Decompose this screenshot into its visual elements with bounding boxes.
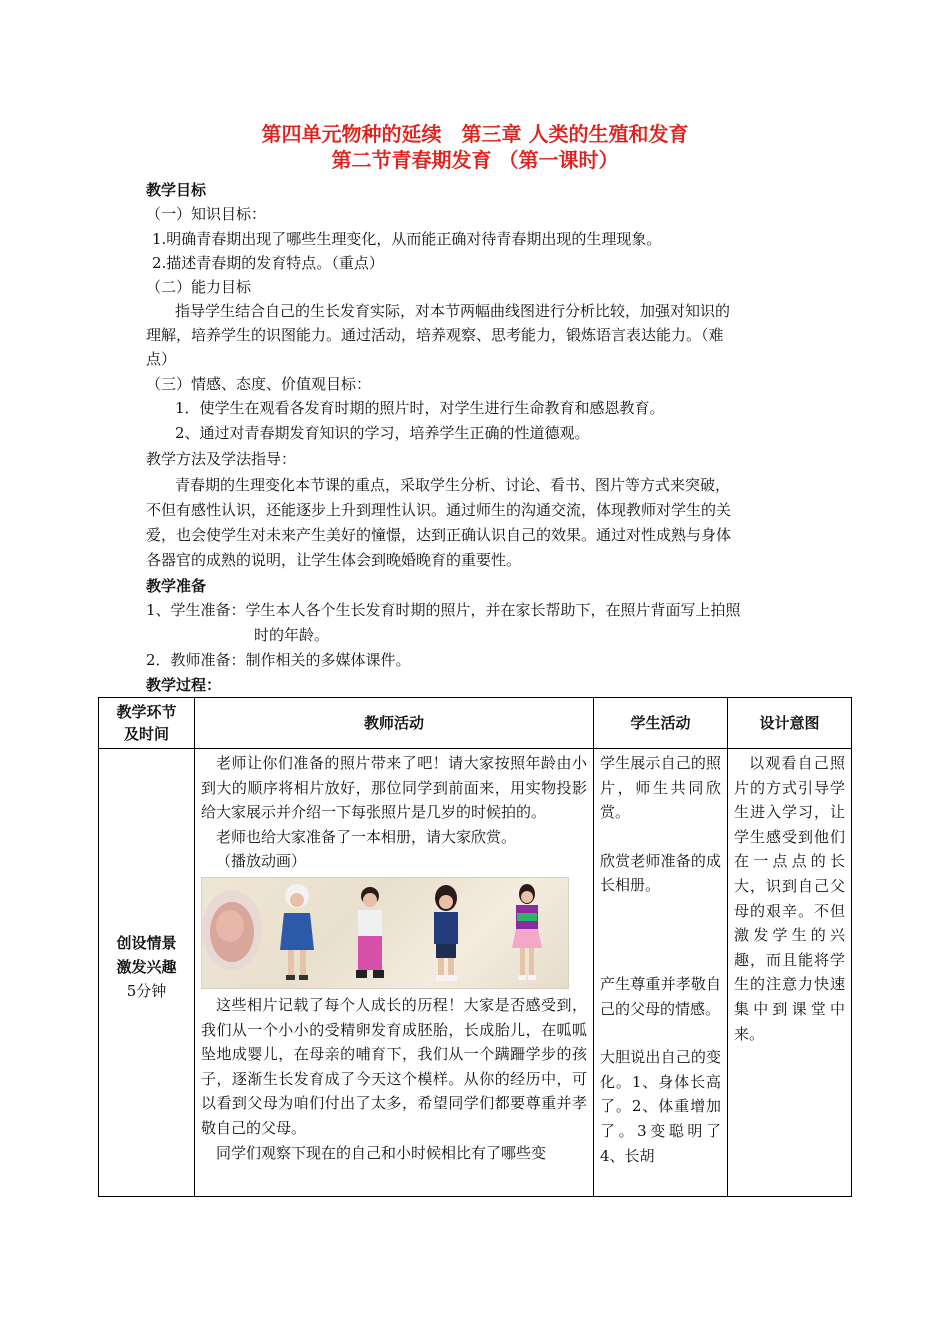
methods-line-3: 爱，也会使学生对未来产生美好的憧憬，达到正确认识自己的效果。通过对性成熟与身体 bbox=[146, 526, 732, 544]
preparation-heading: 教学准备 bbox=[146, 577, 207, 595]
methods-heading: 教学方法及学法指导： bbox=[146, 450, 297, 468]
knowledge-item-1: 1.明确青春期出现了哪些生理变化，从而能正确对待青春期出现的生理现象。 bbox=[152, 230, 662, 248]
ability-heading: （二）能力目标 bbox=[146, 278, 252, 296]
teacher-paragraph-1: 老师让你们准备的照片带来了吧！请大家按照年龄由小到大的顺序将相片放好，那位同学到前面来，用实物投影给大家展示并介绍一下每张照片是几岁的时候拍的。 bbox=[201, 754, 587, 822]
process-table bbox=[98, 697, 852, 1197]
ability-line-2: 理解，培养学生的识图能力。通过活动，培养观察、思考能力，锻炼语言表达能力。（难 bbox=[146, 326, 724, 344]
header-teacher: 教师活动 bbox=[195, 698, 594, 749]
stage-cell bbox=[99, 749, 195, 1197]
stage-time: 5分钟 bbox=[126, 981, 167, 1000]
table-row bbox=[99, 749, 852, 1197]
student-activity-cell bbox=[594, 749, 728, 1197]
child-photo bbox=[356, 887, 384, 978]
emotion-item-1: 1．使学生在观看各发育时期的照片时，对学生进行生命教育和感恩教育。 bbox=[175, 399, 665, 417]
prep-teacher: 2．教师准备：制作相关的多媒体课件。 bbox=[146, 651, 411, 669]
methods-line-4: 各器官的成熟的说明，让学生体会到晚婚晚育的重要性。 bbox=[146, 551, 522, 569]
stage-line-2: 激发兴趣 bbox=[116, 957, 177, 976]
teen-photo bbox=[434, 885, 458, 981]
objectives-heading: 教学目标 bbox=[146, 181, 207, 199]
methods-line-1: 青春期的生理变化本节课的重点，采取学生分析、讨论、看书、图片等方式来突破， bbox=[175, 476, 731, 494]
toddler-photo bbox=[280, 884, 314, 980]
table-header-row bbox=[99, 698, 852, 749]
intent-text: 以观看自己照片的方式引导学生进入学习，让学生感受到他们在一点点的长大，识到自己父母的艰辛。不但激发学生的兴趣，而且能将学生的注意力快速集中到课堂中来。 bbox=[734, 754, 845, 1043]
growth-photos-image bbox=[201, 877, 569, 989]
prep-student-line-1: 1、学生准备：学生本人各个生长发育时期的照片，并在家长帮助下，在照片背面写上拍照 bbox=[146, 601, 741, 619]
emotion-heading: （三）情感、态度、价值观目标： bbox=[146, 375, 372, 393]
emotion-item-2: 2、通过对青春期发育知识的学习，培养学生正确的性道德观。 bbox=[175, 424, 590, 442]
ability-line-3: 点） bbox=[146, 350, 177, 368]
intent-cell bbox=[728, 749, 852, 1197]
student-paragraph-2: 欣赏老师准备的成长相册。 bbox=[600, 851, 721, 895]
teacher-paragraph-3: （播放动画） bbox=[216, 852, 307, 871]
ability-line-1: 指导学生结合自己的生长发育实际，对本节两幅曲线图进行分析比较，加强对知识的 bbox=[175, 302, 731, 320]
young-woman-photo bbox=[512, 884, 542, 980]
teacher-activity-cell bbox=[195, 749, 594, 1197]
knowledge-heading: （一）知识目标： bbox=[146, 205, 267, 223]
stage-line-1: 创设情景 bbox=[116, 933, 177, 952]
process-heading: 教学过程： bbox=[146, 676, 222, 694]
growth-photos-svg bbox=[202, 878, 568, 988]
teacher-paragraph-2: 老师也给大家准备了一本相册，请大家欣赏。 bbox=[216, 827, 517, 846]
student-paragraph-4: 大胆说出自己的变化。1、身体长高了。2、体重增加了。3变聪明了4、长胡 bbox=[600, 1048, 721, 1165]
teacher-paragraph-4: 这些相片记载了每个人成长的历程！大家是否感受到，我们从一个小小的受精卵发育成胚胎，长成胎儿，在呱呱坠地成婴儿，在母亲的哺育下，我们从一个蹒跚学步的孩子，逐渐生长发育成了今天这个模样。从你的经历中，可以看到父母为咱们付出了太多，希望同学们都要尊重并孝敬自己的父母。 bbox=[201, 995, 587, 1137]
header-student: 学生活动 bbox=[594, 698, 728, 749]
student-paragraph-3: 产生尊重并孝敬自己的父母的情感。 bbox=[600, 974, 721, 1018]
header-intent: 设计意图 bbox=[728, 698, 852, 749]
baby-face bbox=[216, 910, 244, 942]
teacher-paragraph-5: 同学们观察下现在的自己和小时候相比有了哪些变 bbox=[216, 1143, 547, 1162]
title-line-1: 第四单元物种的延续 第三章 人类的生殖和发育 bbox=[261, 122, 689, 146]
title-line-2: 第二节青春期发育 （第一课时） bbox=[331, 148, 619, 172]
knowledge-item-2: 2.描述青春期的发育特点。（重点） bbox=[152, 254, 384, 272]
header-stage: 教学环节及时间 bbox=[99, 698, 195, 749]
methods-line-2: 不但有感性认识，还能逐步上升到理性认识。通过师生的沟通交流，体现教师对学生的关 bbox=[146, 501, 732, 519]
prep-student-line-2: 时的年龄。 bbox=[254, 626, 330, 644]
student-paragraph-1: 学生展示自己的照片，师生共同欣赏。 bbox=[600, 754, 721, 822]
